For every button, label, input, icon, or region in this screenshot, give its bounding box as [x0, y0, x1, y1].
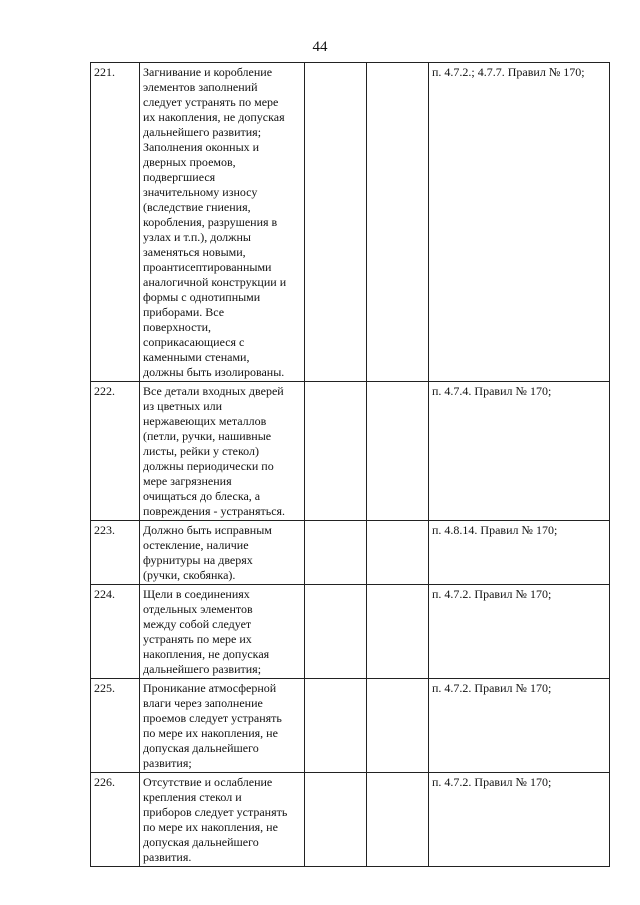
requirement-text-line: отдельных элементов — [143, 602, 253, 616]
requirement-text-line: дальнейшего развития; — [143, 662, 262, 676]
requirement-text-line: мере загрязнения — [143, 474, 232, 488]
requirement-text-line: развития; — [143, 756, 192, 770]
requirement-text-line: накопления, не допуская — [143, 647, 270, 661]
table-body — [91, 63, 610, 867]
empty-cell-col3 — [305, 521, 367, 585]
requirement-text-line: Щели в соединениях — [143, 587, 250, 601]
table-row — [91, 63, 610, 382]
regulation-reference-cell: п. 4.7.2.; 4.7.7. Правил № 170; — [429, 63, 610, 382]
requirement-text-line: их накопления, не допуская — [143, 110, 285, 124]
requirement-text-line: устранять по мере их — [143, 632, 252, 646]
requirement-text-line: узлах и т.п.), должны — [143, 230, 251, 244]
requirement-text-line: элементов заполнений — [143, 80, 258, 94]
requirement-text-line: должны быть изолированы. — [143, 365, 285, 379]
requirement-text-line: остекление, наличие — [143, 538, 249, 552]
requirement-text-cell — [140, 679, 305, 773]
requirement-text-line: крепления стекол и — [143, 790, 242, 804]
requirement-text-cell — [140, 773, 305, 867]
requirement-text-line: проантисептированными — [143, 260, 272, 274]
requirement-text-line: Должно быть исправным — [143, 523, 272, 537]
requirement-text-line: Загнивание и коробление — [143, 65, 273, 79]
requirement-text-line: по мере их накопления, не — [143, 820, 278, 834]
requirement-text-line: повреждения - устраняться. — [143, 504, 286, 518]
empty-cell-col4 — [367, 382, 429, 521]
row-number-cell: 224. — [91, 585, 140, 679]
table-row — [91, 585, 610, 679]
requirement-text-cell — [140, 585, 305, 679]
requirement-text-line: Все детали входных дверей — [143, 384, 284, 398]
requirement-text-line: Заполнения оконных и — [143, 140, 260, 154]
requirement-text-line: значительному износу — [143, 185, 258, 199]
row-number-cell: 221. — [91, 63, 140, 382]
requirement-text-line: влаги через заполнение — [143, 696, 263, 710]
table-row — [91, 679, 610, 773]
regulation-reference-cell: п. 4.8.14. Правил № 170; — [429, 521, 610, 585]
requirement-text-cell — [140, 521, 305, 585]
page-number: 44 — [312, 39, 328, 55]
empty-cell-col4 — [367, 585, 429, 679]
requirement-text-line: из цветных или — [143, 399, 223, 413]
requirement-text-line: проемов следует устранять — [143, 711, 282, 725]
requirement-text-line: допуская дальнейшего — [143, 835, 259, 849]
requirement-text-line: подвергшиеся — [143, 170, 216, 184]
requirement-text-line: (вследствие гниения, — [143, 200, 251, 214]
row-number-cell: 226. — [91, 773, 140, 867]
requirement-text-line: каменными стенами, — [143, 350, 250, 364]
requirement-text-line: приборами. Все — [143, 305, 225, 319]
requirement-text-line: фурнитуры на дверях — [143, 553, 253, 567]
empty-cell-col3 — [305, 585, 367, 679]
requirement-text-line: между собой следует — [143, 617, 252, 631]
table-row — [91, 382, 610, 521]
requirement-text-line: развития. — [143, 850, 192, 864]
requirement-text-line: дальнейшего развития; — [143, 125, 262, 139]
regulation-reference-cell: п. 4.7.2. Правил № 170; — [429, 679, 610, 773]
row-number-cell: 223. — [91, 521, 140, 585]
requirement-text-line: следует устранять по мере — [143, 95, 279, 109]
requirement-text-line: формы с однотипными — [143, 290, 261, 304]
empty-cell-col4 — [367, 773, 429, 867]
requirement-text-line: нержавеющих металлов — [143, 414, 267, 428]
requirement-text-line: приборов следует устранять — [143, 805, 288, 819]
row-number-cell: 222. — [91, 382, 140, 521]
requirements-table — [90, 62, 610, 867]
empty-cell-col4 — [367, 63, 429, 382]
requirement-text-line: допуская дальнейшего — [143, 741, 259, 755]
requirement-text-line: (ручки, скобянка). — [143, 568, 236, 582]
empty-cell-col4 — [367, 679, 429, 773]
requirement-text-cell — [140, 382, 305, 521]
requirement-text-line: Отсутствие и ослабление — [143, 775, 273, 789]
empty-cell-col3 — [305, 382, 367, 521]
requirement-text-line: заменяться новыми, — [143, 245, 246, 259]
requirement-text-line: поверхности, — [143, 320, 212, 334]
empty-cell-col3 — [305, 63, 367, 382]
row-number-cell: 225. — [91, 679, 140, 773]
requirement-text-line: соприкасающиеся с — [143, 335, 245, 349]
requirement-text-line: должны периодически по — [143, 459, 274, 473]
requirement-text-line: дверных проемов, — [143, 155, 236, 169]
requirement-text-line: по мере их накопления, не — [143, 726, 278, 740]
requirement-text-line: Проникание атмосферной — [143, 681, 277, 695]
requirement-text-line: листы, рейки у стекол) — [143, 444, 259, 458]
regulation-reference-cell: п. 4.7.2. Правил № 170; — [429, 585, 610, 679]
regulation-reference-cell: п. 4.7.4. Правил № 170; — [429, 382, 610, 521]
requirement-text-line: (петли, ручки, нашивные — [143, 429, 272, 443]
empty-cell-col3 — [305, 679, 367, 773]
requirement-text-line: коробления, разрушения в — [143, 215, 278, 229]
requirement-text-line: аналогичной конструкции и — [143, 275, 287, 289]
regulation-reference-cell: п. 4.7.2. Правил № 170; — [429, 773, 610, 867]
empty-cell-col3 — [305, 773, 367, 867]
empty-cell-col4 — [367, 521, 429, 585]
requirement-text-line: очищаться до блеска, а — [143, 489, 261, 503]
requirement-text-cell — [140, 63, 305, 382]
table-row — [91, 773, 610, 867]
table-row — [91, 521, 610, 585]
